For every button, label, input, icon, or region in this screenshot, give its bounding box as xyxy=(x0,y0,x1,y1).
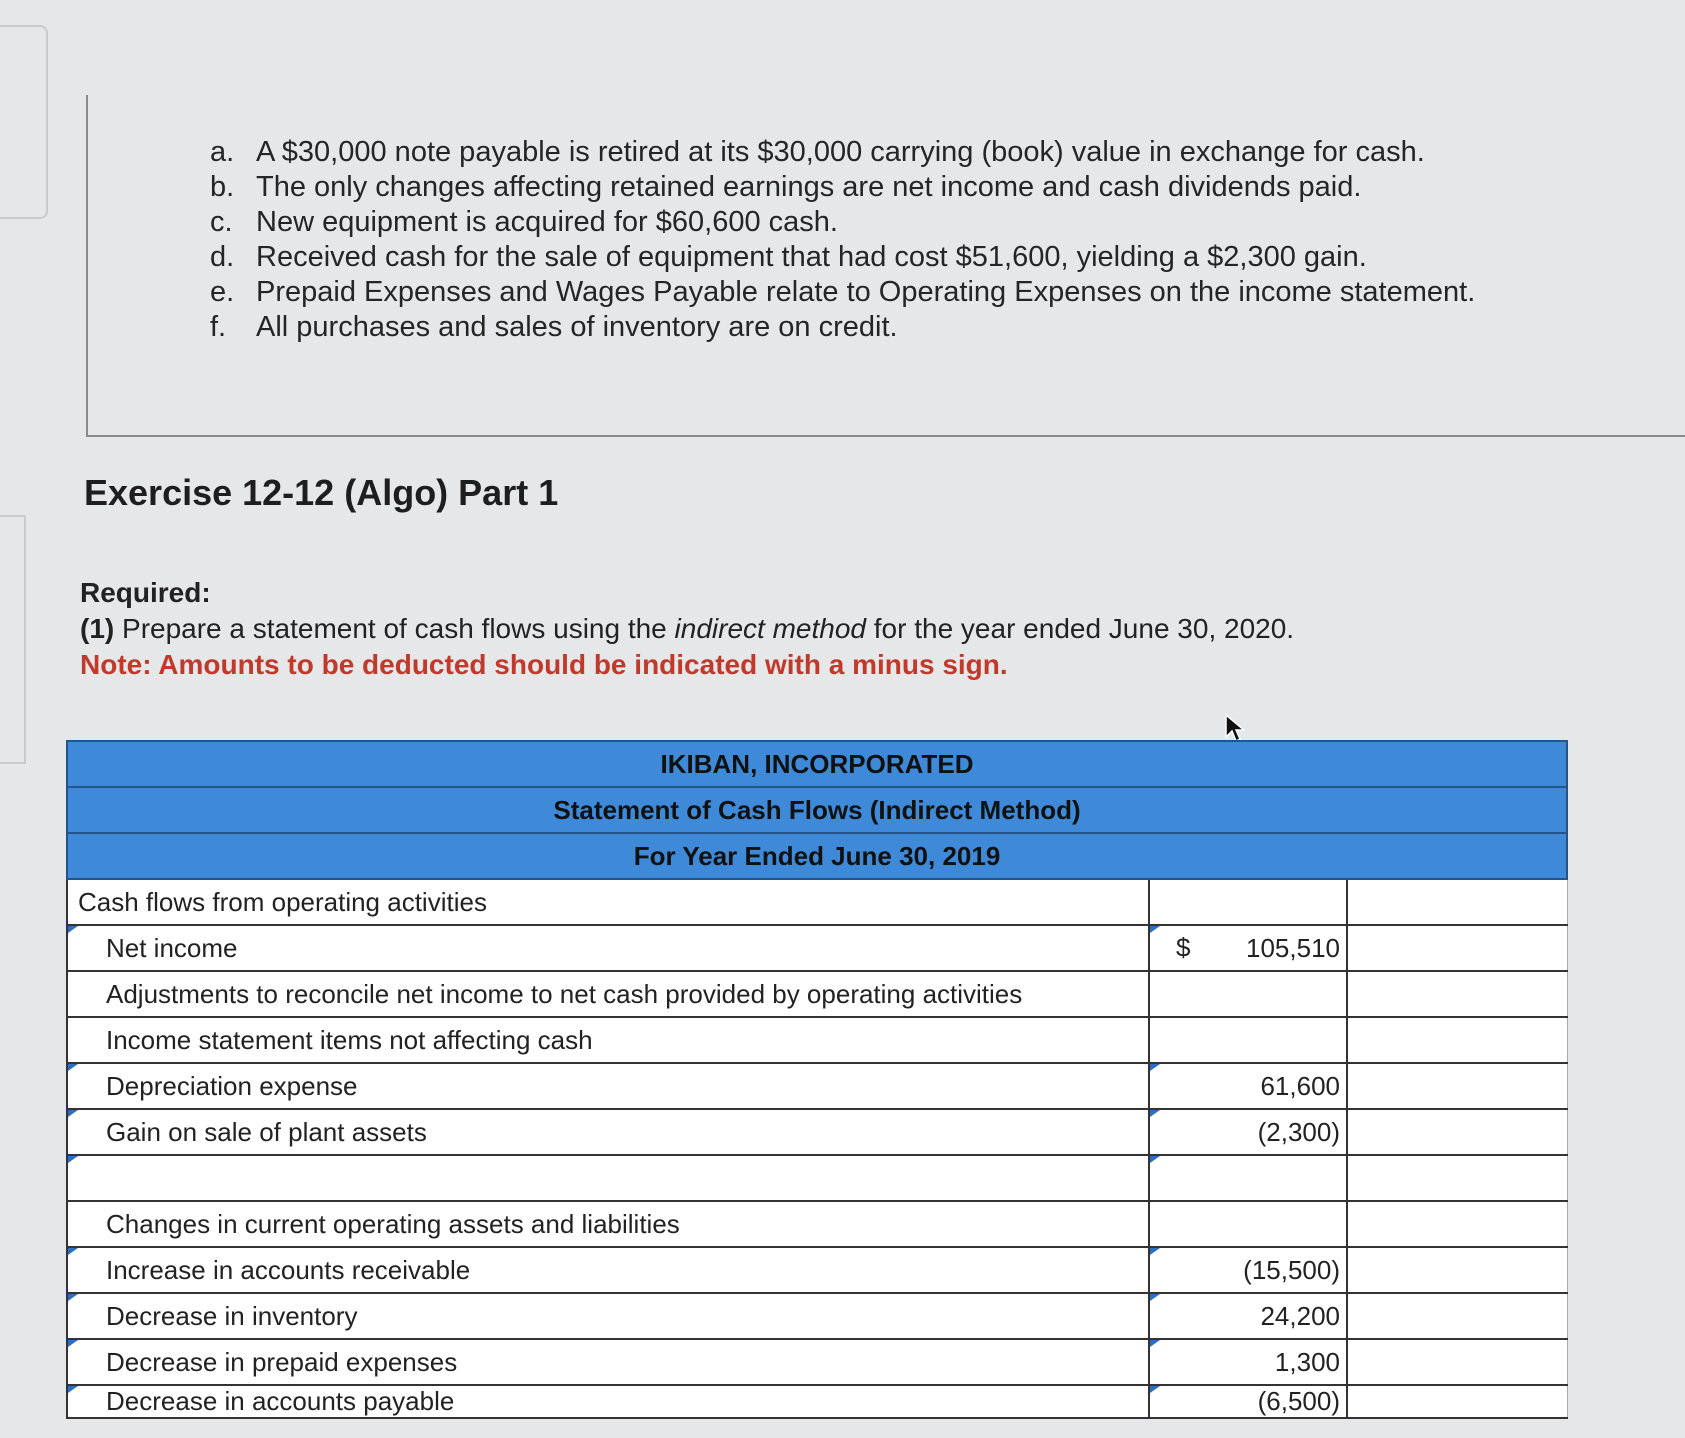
assumption-label: a. xyxy=(210,136,235,168)
company-name: IKIBAN, INCORPORATED xyxy=(67,741,1567,787)
total-cell xyxy=(1347,971,1567,1017)
row-description-input[interactable] xyxy=(67,1247,1149,1293)
table-row xyxy=(67,1017,1567,1063)
assumption-item xyxy=(210,135,1475,170)
total-cell xyxy=(1347,1385,1567,1418)
mouse-cursor-icon xyxy=(1224,713,1246,743)
amount-value: (2,300) xyxy=(1257,1116,1340,1147)
header-row xyxy=(67,741,1567,787)
amount-input[interactable] xyxy=(1149,925,1347,971)
amount-input[interactable] xyxy=(1149,1063,1347,1109)
required-label: Required: xyxy=(80,577,211,608)
table-row xyxy=(67,925,1567,971)
total-cell xyxy=(1347,879,1567,925)
assumption-text: Received cash for the sale of equipment that had cost $51,600, yielding a $2,300 gain. xyxy=(256,241,1367,273)
dropdown-marker-icon xyxy=(1150,1248,1160,1255)
row-description: Changes in current operating assets and liabilities xyxy=(67,1201,1149,1247)
row-description: Cash flows from operating activities xyxy=(67,879,1149,925)
total-cell xyxy=(1347,925,1567,971)
row-description-input[interactable] xyxy=(67,1339,1149,1385)
instruction-text-after: for the year ended June 30, 2020. xyxy=(865,613,1295,644)
table-row xyxy=(67,879,1567,925)
assumption-text: The only changes affecting retained earnings are net income and cash dividends paid. xyxy=(256,171,1362,203)
instruction-method: indirect method xyxy=(674,613,866,644)
assumption-item xyxy=(210,205,1475,240)
header-row xyxy=(67,787,1567,833)
instruction-text-before: Prepare a statement of cash flows using the xyxy=(114,613,675,644)
statement-period: For Year Ended June 30, 2019 xyxy=(67,833,1567,879)
required-instruction xyxy=(80,611,1294,647)
assumption-text: New equipment is acquired for $60,600 cash. xyxy=(256,206,838,238)
dropdown-marker-icon xyxy=(1150,926,1160,933)
dropdown-marker-icon xyxy=(1150,1340,1160,1347)
table-row xyxy=(67,1293,1567,1339)
amount-input[interactable] xyxy=(1149,1339,1347,1385)
amount-input[interactable] xyxy=(1149,1385,1347,1418)
table-row xyxy=(67,1201,1567,1247)
dropdown-marker-icon xyxy=(1150,1294,1160,1301)
required-number: (1) xyxy=(80,613,115,644)
assumption-text: Prepaid Expenses and Wages Payable relate to Operating Expenses on the income statement. xyxy=(256,276,1476,308)
row-description-text: Gain on sale of plant assets xyxy=(106,1116,427,1147)
row-description-text: Decrease in inventory xyxy=(106,1300,358,1331)
amount-value: (6,500) xyxy=(1257,1386,1340,1416)
dropdown-marker-icon xyxy=(68,1294,78,1301)
dropdown-marker-icon xyxy=(68,1110,78,1117)
cash-flow-statement-table xyxy=(66,740,1568,1419)
assumption-text: All purchases and sales of inventory are on credit. xyxy=(256,311,898,343)
total-cell xyxy=(1347,1109,1567,1155)
table-row xyxy=(67,1063,1567,1109)
amount-cell xyxy=(1149,879,1347,925)
dropdown-marker-icon xyxy=(68,1064,78,1071)
header-row xyxy=(67,833,1567,879)
dropdown-marker-icon xyxy=(68,1248,78,1255)
row-description: Income statement items not affecting cash xyxy=(67,1017,1149,1063)
assumption-item xyxy=(210,170,1475,205)
dropdown-marker-icon xyxy=(1150,1064,1160,1071)
currency-symbol: $ xyxy=(1176,932,1191,963)
amount-value: 24,200 xyxy=(1260,1300,1340,1331)
amount-cell xyxy=(1149,1201,1347,1247)
table-row xyxy=(67,971,1567,1017)
dropdown-marker-icon xyxy=(68,926,78,933)
page-edge xyxy=(0,515,26,764)
table-row xyxy=(67,1155,1567,1201)
table-row xyxy=(67,1339,1567,1385)
amount-input[interactable] xyxy=(1149,1155,1347,1201)
exercise-title: Exercise 12-12 (Algo) Part 1 xyxy=(84,472,559,513)
table-row xyxy=(67,1247,1567,1293)
total-cell xyxy=(1347,1017,1567,1063)
amount-cell xyxy=(1149,971,1347,1017)
table-row xyxy=(67,1109,1567,1155)
assumption-item xyxy=(210,310,1475,345)
dropdown-marker-icon xyxy=(68,1386,78,1393)
assumption-label: b. xyxy=(210,171,235,203)
assumption-label: c. xyxy=(210,206,233,238)
row-description-input[interactable] xyxy=(67,925,1149,971)
dropdown-marker-icon xyxy=(1150,1110,1160,1117)
amount-input[interactable] xyxy=(1149,1293,1347,1339)
row-description-input[interactable] xyxy=(67,1293,1149,1339)
assumption-item xyxy=(210,275,1475,310)
page-edge xyxy=(0,25,48,219)
dropdown-marker-icon xyxy=(68,1340,78,1347)
total-cell xyxy=(1347,1063,1567,1109)
row-description-text: Increase in accounts receivable xyxy=(106,1254,471,1285)
dropdown-marker-icon xyxy=(68,1156,78,1163)
row-description: Adjustments to reconcile net income to net cash provided by operating activities xyxy=(67,971,1149,1017)
required-section xyxy=(80,575,1294,683)
table-row xyxy=(67,1385,1567,1418)
amount-value: 105,510 xyxy=(1246,932,1340,963)
assumption-label: e. xyxy=(210,276,235,308)
required-note: Note: Amounts to be deducted should be indicated with a minus sign. xyxy=(80,649,1008,680)
row-description-text: Net income xyxy=(106,932,238,963)
total-cell xyxy=(1347,1201,1567,1247)
total-cell xyxy=(1347,1293,1567,1339)
row-description-text: Decrease in accounts payable xyxy=(106,1386,455,1416)
assumption-label: d. xyxy=(210,241,235,273)
amount-input[interactable] xyxy=(1149,1247,1347,1293)
total-cell xyxy=(1347,1155,1567,1201)
row-description-text: Depreciation expense xyxy=(106,1070,358,1101)
row-description-input[interactable] xyxy=(67,1063,1149,1109)
amount-value: 61,600 xyxy=(1260,1070,1340,1101)
dropdown-marker-icon xyxy=(1150,1156,1160,1163)
assumption-label: f. xyxy=(210,311,227,343)
row-description-input[interactable] xyxy=(67,1109,1149,1155)
total-cell xyxy=(1347,1339,1567,1385)
total-cell xyxy=(1347,1247,1567,1293)
assumption-text: A $30,000 note payable is retired at its $30,000 carrying (book) value in exchange for cash. xyxy=(256,136,1425,168)
assumption-item xyxy=(210,240,1475,275)
amount-input[interactable] xyxy=(1149,1109,1347,1155)
row-description-input[interactable] xyxy=(67,1155,1149,1201)
statement-title: Statement of Cash Flows (Indirect Method) xyxy=(67,787,1567,833)
amount-value: (15,500) xyxy=(1243,1254,1340,1285)
row-description-input[interactable] xyxy=(67,1385,1149,1418)
amount-cell xyxy=(1149,1017,1347,1063)
dropdown-marker-icon xyxy=(1150,1386,1160,1393)
amount-value: 1,300 xyxy=(1274,1346,1340,1377)
assumptions-list xyxy=(210,135,1475,345)
row-description-text: Decrease in prepaid expenses xyxy=(106,1346,458,1377)
